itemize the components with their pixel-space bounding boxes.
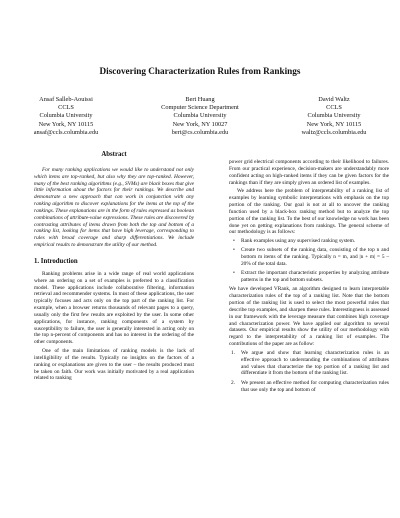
- author-2: [144, 96, 256, 137]
- list-item: [229, 380, 389, 394]
- author-1: [10, 96, 122, 137]
- methodology-list: [229, 238, 389, 283]
- paragraph: Ranking problems arise in a wide range of real world applications where an ordering on a set of examples is preferred to a classification model. These applications include collaborative filtering, information retrieval and recommender systems. In most of these applications, the user typically focuses and acts only on the top part of the ranking list. For example, when a browser returns thousands of relevant pages to a query, usually only the first few results are exploited by the user. In some other applications, for instance, ranking components of a system by susceptibility to failure, the user is generally interested in acting only on the top n-percent of components and has no interest in the ordering of the other components.: [34, 270, 194, 346]
- author-university: Columbia University: [307, 112, 361, 120]
- list-number: 2.: [231, 380, 236, 387]
- list-item-text: Rank examples using any supervised ranking system.: [241, 238, 356, 245]
- list-item: [229, 238, 389, 245]
- author-city: New York, NY 10027: [172, 120, 228, 128]
- bullet-icon: •: [233, 238, 235, 245]
- author-block: [10, 96, 390, 137]
- author-org: CCLS: [326, 104, 342, 112]
- author-university: Columbia University: [173, 112, 227, 120]
- contributions-list: [229, 350, 389, 394]
- paragraph: One of the main limitations of ranking models is the lack of intelligibility of the results. Typically no insights on the factors of a ranking or explanations are given to the user – the results produced must be taken on faith. Our work was initially motivated by a real application related to ranking: [34, 348, 194, 382]
- list-number: 1.: [231, 349, 236, 356]
- paragraph: power grid electrical components according to their likelihood to failures. From our practical experience, decision-makers are understandably more confident acting on high-ranked items if they can be given factors for the rankings than if they are simply given an ordered list of examples.: [229, 159, 389, 186]
- left-column: [34, 152, 194, 384]
- author-name: Bert Huang: [185, 96, 215, 103]
- list-item-text: Extract the important characteristic properties by analyzing attribute patterns in the top and bottom subsets.: [241, 269, 389, 283]
- list-item-text: Create two subsets of the ranking data, consisting of the top n and bottom m items of the ranking. Typically n = m, and |n + m| = 5 – 20% of the total data.: [241, 247, 389, 267]
- author-3: [278, 96, 390, 137]
- abstract-heading: Abstract: [101, 151, 127, 158]
- list-item: [229, 270, 389, 284]
- paragraph: We address here the problem of interpretability of a ranking list of examples by learning symbolic interpretations with emphasis on the top portion of the ranking. Our goal is not at all to uncover the ranking function used by a black-box ranking method but to analyze the top portion of the ranking list. To the best of our knowledge no work has been done yet on getting explanations from rankings. The general scheme of our methodology is as follows:: [229, 188, 389, 236]
- author-city: New York, NY 10115: [306, 120, 362, 128]
- abstract-text: For many ranking applications we would like to understand not only which items are top-ranked, but also why they are top-ranked. However, many of the best ranking algorithms (e.g., SVMs) are black boxes that give little information about the factors for their rankings. We describe and demonstrate a new approach that can work in conjunction with any ranking algorithm to discover explanations for the items at the top of the rankings. These explanations are in the form of rules expressed as boolean combinations of attribute-value expressions. These rules are discovered by contrasting attributes of items drawn from both the top and bottom of a ranking list, looking for items that have high leverage, corresponding to rules with broad coverage and sharp differentiations. We include empirical results to demonstrate the utility of our method.: [34, 166, 194, 249]
- right-column: [229, 159, 389, 397]
- list-item: [229, 247, 389, 268]
- list-item-text: We argue and show that learning characterization rules is an effective approach to understanding the combinations of attributes and values that characterize the top portion of a ranking list and differentiate it from the bottom of the ranking list.: [241, 349, 389, 377]
- paragraph: We have developed VRank, an algorithm designed to learn interpretable characterization rules of the top of a ranking list. Note that the bottom portion of the ranking list is used to select the most powerful rules that describe top examples, and sharpen these rules. Interestingness is assessed in our framework with the leverage measure that combines high coverage and characterization power. We have applied our algorithm to several datasets. Our empirical results show the utility of our methodology with regard to the interpretability of a ranking list of examples. The contributions of the paper are as follow:: [229, 286, 389, 348]
- author-org: Computer Science Department: [161, 104, 239, 112]
- author-university: Columbia University: [39, 112, 93, 120]
- author-email: ansaf@ccls.columbia.edu: [33, 128, 99, 136]
- list-item-text: We present an effective method for computing characterization rules that use only the top and bottom of: [241, 380, 389, 394]
- author-name: David Waltz: [318, 96, 350, 103]
- section-heading-introduction: 1. Introduction: [34, 257, 78, 265]
- author-email: bert@cs.columbia.edu: [171, 128, 229, 136]
- author-name: Ansaf Salleb-Aouissi: [39, 96, 93, 103]
- bullet-icon: •: [233, 247, 235, 254]
- list-item: [229, 350, 389, 377]
- author-org: CCLS: [58, 104, 74, 112]
- author-city: New York, NY 10115: [38, 120, 94, 128]
- author-email: waltz@ccls.columbia.edu: [301, 128, 367, 136]
- paper-title: Discovering Characterization Rules from Rankings: [99, 66, 301, 76]
- bullet-icon: •: [233, 269, 235, 276]
